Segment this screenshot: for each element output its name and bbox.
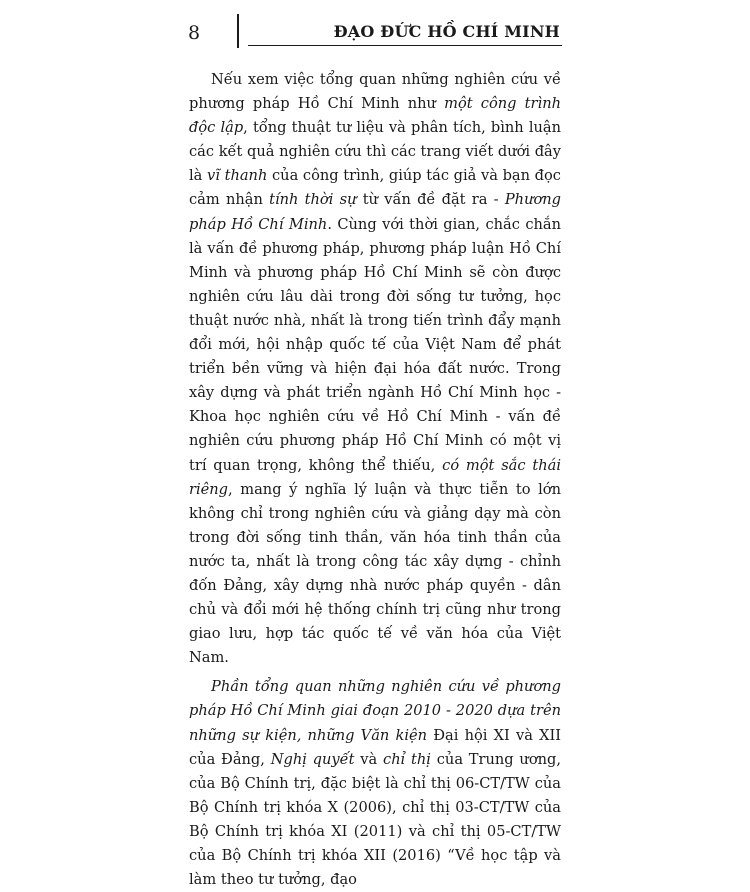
text-segment: Nếu xem việc tổng quan những nghiên cứu về phương pháp Hồ Chí Minh như	[189, 71, 561, 113]
body-text	[189, 68, 561, 892]
text-segment-italic: Nghị quyết	[270, 750, 355, 768]
text-segment-italic: một công trình độc lập	[189, 95, 561, 137]
paragraph-1	[189, 68, 561, 670]
page-number: 8	[188, 22, 201, 44]
header-rule	[248, 45, 562, 46]
running-title: ĐẠO ĐỨC HỒ CHÍ MINH	[333, 22, 560, 41]
text-segment-italic: có một sắc thái riêng	[189, 456, 561, 498]
header-divider	[237, 14, 239, 48]
text-segment-italic: tính thời sự	[269, 191, 357, 209]
text-segment: , mang ý nghĩa lý luận và thực tiễn to lớn không chỉ trong nghiên cứu và giảng dạy mà còn trong đời sống tinh thần, văn hóa tinh thần của nước ta, nhất là trong công tác xây dựng - chỉnh đốn Đảng, xây dựng nhà nước pháp quyền - dân chủ và đổi mới hệ thống chính trị cũng như trong giao lưu, hợp tác quốc tế về văn hóa của Việt Nam.	[189, 480, 561, 667]
text-segment: Đại hội XI và XII của Đảng,	[189, 726, 561, 768]
text-segment: của công trình, giúp tác giả và bạn đọc cảm nhận	[189, 167, 561, 209]
text-segment: của Trung ương, của Bộ Chính trị, đặc biệt là chỉ thị 06-CT/TW của Bộ Chính trị khóa X (2006), chỉ thị 03-CT/TW của Bộ Chính trị khóa XI (2011) và chỉ thị 05-CT/TW của Bộ Chính trị khóa XII (2016) “Về học tập và làm theo tư tưởng, đạo	[189, 750, 561, 889]
text-segment: , tổng thuật tư liệu và phân tích, bình luận các kết quả nghiên cứu thì các trang viết dưới đây là	[189, 119, 561, 185]
text-segment-italic: Phần tổng quan những nghiên cứu về phương pháp Hồ Chí Minh giai đoạn 2010 - 2020 dựa trên những sự kiện, những Văn kiện	[189, 678, 561, 744]
text-segment: . Cùng với thời gian, chắc chắn là vấn đề phương pháp, phương pháp luận Hồ Chí Minh và phương pháp Hồ Chí Minh sẽ còn được nghiên cứu lâu dài trong đời sống tư tưởng, học thuật nước nhà, nhất là trong tiến trình đẩy mạnh đổi mới, hội nhập quốc tế của Việt Nam để phát triển bền vững và hiện đại hóa đất nước. Trong xây dựng và phát triển ngành Hồ Chí Minh học - Khoa học nghiên cứu về Hồ Chí Minh - vấn đề nghiên cứu phương pháp Hồ Chí Minh có một vị trí quan trọng, không thể thiếu,	[189, 215, 561, 474]
text-segment: từ vấn đề đặt ra -	[356, 191, 505, 209]
text-segment: và	[354, 750, 384, 768]
paragraph-2	[189, 675, 561, 892]
text-segment-italic: Phương pháp Hồ Chí Minh	[189, 191, 562, 233]
text-segment-italic: vĩ thanh	[207, 167, 268, 185]
text-segment-italic: chỉ thị	[383, 750, 431, 768]
